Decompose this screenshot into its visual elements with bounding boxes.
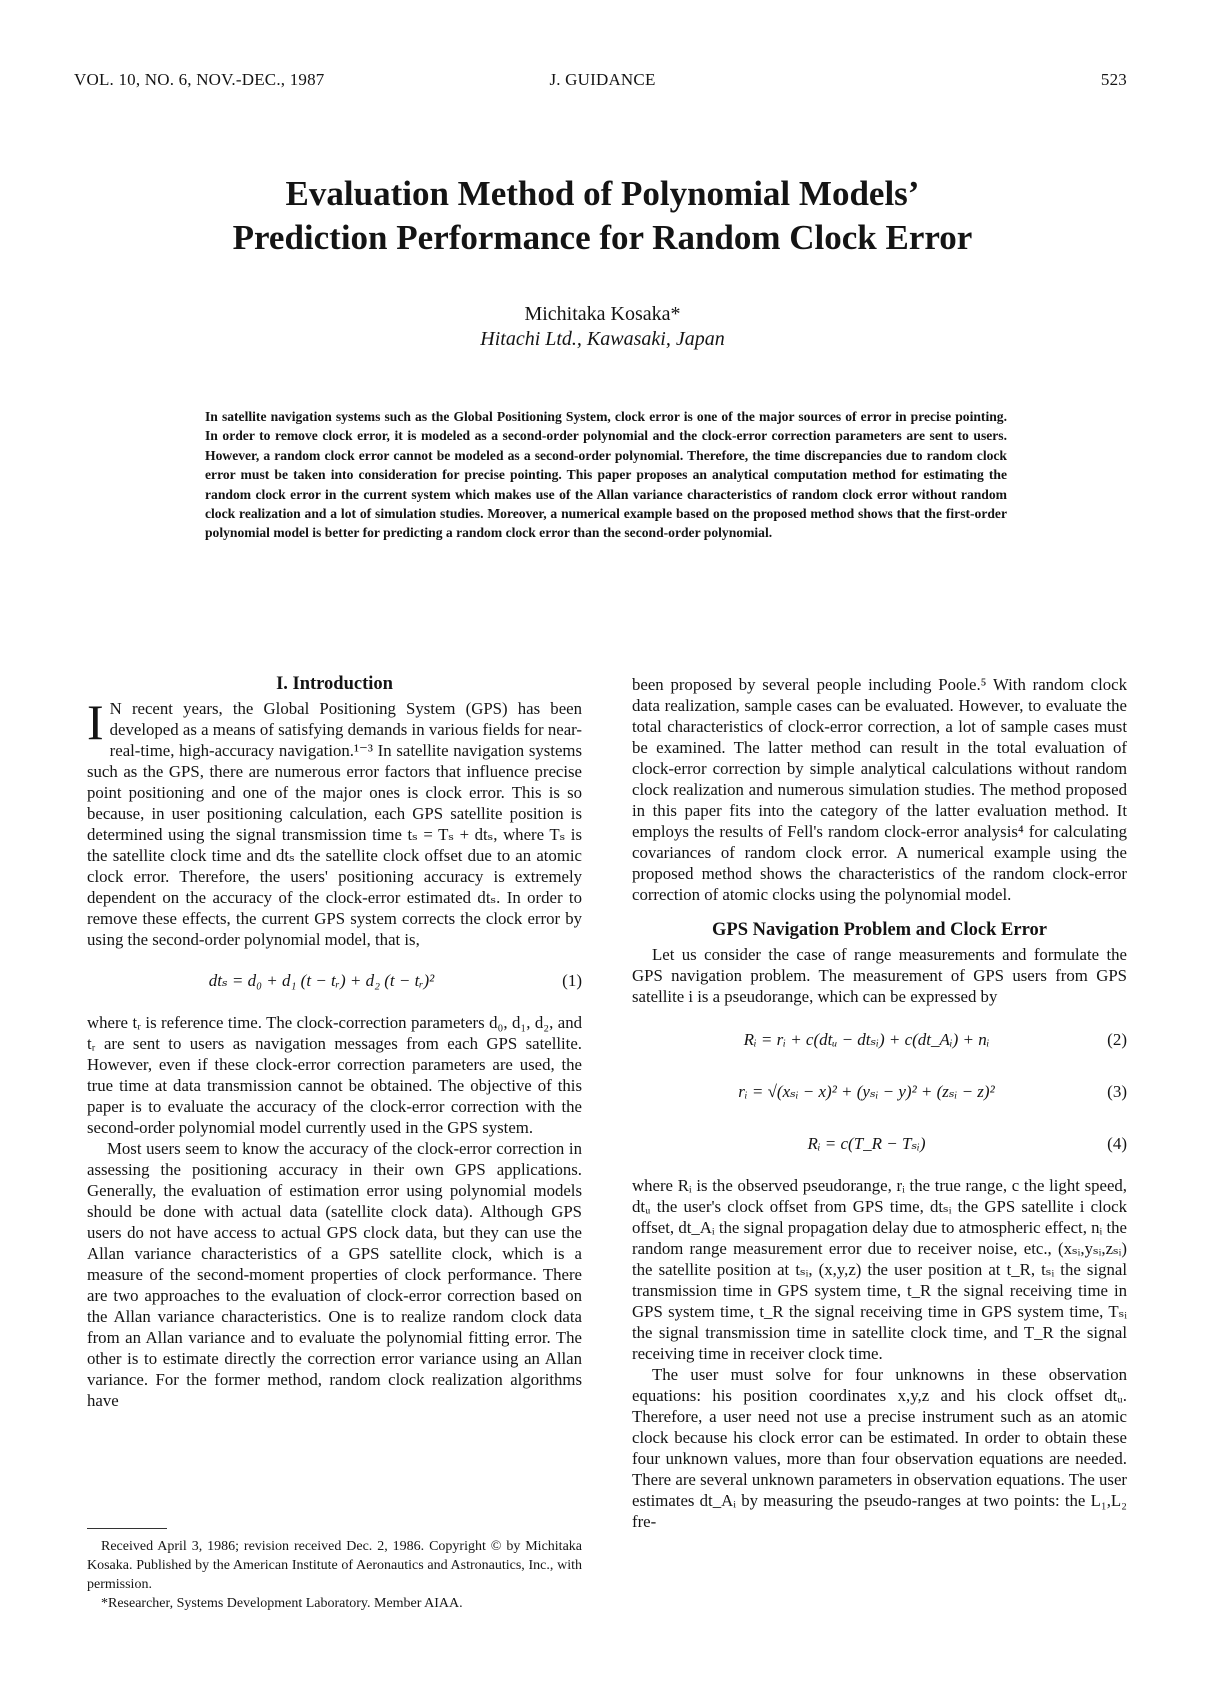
abstract: In satellite navigation systems such as the Global Positioning System, clock error is one of the major sources of error in precise pointing. In order to remove clock error, it is modeled as a second-order polynomial and the clock-error correction parameters are sent to users. However, a random clock error cannot be modeled as a second-order polynomial. Therefore, the time discrepancies due to random clock error must be taken into consideration for precise pointing. This paper proposes an analytical computation method for estimating the random clock error in the current system which makes use of the Allan variance characteristics of random clock error without random clock realization and a lot of simulation studies. Moreover, a numerical example based on the proposed method shows that the first-order polynomial model is better for predicting a random clock error than the second-order polynomial. bbox=[205, 409, 1007, 541]
equation-1-body: dtₛ = d₀ + d₁ (t − tᵣ) + d₂ (t − tᵣ)² bbox=[208, 970, 435, 990]
footnotes bbox=[87, 1537, 582, 1613]
page-number: 523 bbox=[1100, 70, 1127, 89]
equation-1-number: (1) bbox=[562, 970, 582, 990]
equation-3 bbox=[632, 1069, 1127, 1113]
paper-title bbox=[0, 172, 1205, 260]
equation-3-body: rᵢ = √(xₛᵢ − x)² + (yₛᵢ − y)² + (zₛᵢ − z)² bbox=[738, 1081, 995, 1101]
running-head-volume: VOL. 10, NO. 6, NOV.-DEC., 1987 bbox=[74, 70, 325, 89]
equation-2-body: Rᵢ = rᵢ + c(dtᵤ − dtₛᵢ) + c(dt_Aᵢ) + nᵢ bbox=[743, 1029, 990, 1049]
equation-4 bbox=[632, 1121, 1127, 1165]
gps-paragraph-3: The user must solve for four unknowns in these observation equations: his position coordinates x,y,z and his clock offset dtᵤ. Therefore, a user need not use a precise instrument such as an atomic clock because his clock error can be estimated. In order to obtain these four unknown values, more than four observation equations are needed. There are several unknown parameters in observation equations. The user estimates dt_Aᵢ by measuring the pseudo-ranges at two points: the L₁,L₂ fre- bbox=[632, 1365, 1127, 1531]
equation-2-number: (2) bbox=[1107, 1029, 1127, 1049]
author-block bbox=[0, 302, 1205, 352]
gps-paragraph-2: where Rᵢ is the observed pseudorange, rᵢ the true range, c the light speed, dtᵤ the user's clock offset from GPS time, dtₛᵢ the GPS satellite i clock offset, dt_Aᵢ the signal propagation delay due to atmospheric effect, nᵢ the random range measurement error due to receiver noise, etc., (xₛᵢ,yₛᵢ,zₛᵢ) the satellite position at tₛᵢ, (x,y,z) the user position at t_R, tₛᵢ the signal transmission time in GPS system time, t_R the signal receiving time in GPS system time, t_R the signal receiving time in GPS system time, Tₛᵢ the signal transmission time in satellite clock time, and T_R the signal receiving time in receiver clock time. bbox=[632, 1176, 1127, 1363]
right-column bbox=[632, 674, 1127, 1532]
equation-1 bbox=[87, 958, 582, 1002]
left-column bbox=[87, 672, 582, 1411]
footnote-received: Received April 3, 1986; revision received Dec. 2, 1986. Copyright © by Michitaka Kosaka. Published by the American Institute of Aeronautics and Astronautics, Inc., with permission. bbox=[87, 1539, 582, 1592]
equation-2 bbox=[632, 1017, 1127, 1061]
author-name: Michitaka Kosaka* bbox=[524, 303, 681, 325]
equation-3-number: (3) bbox=[1107, 1081, 1127, 1101]
title-line-1: Evaluation Method of Polynomial Models’ bbox=[285, 174, 920, 213]
section-heading-introduction: I. Introduction bbox=[276, 674, 393, 694]
title-line-2: Prediction Performance for Random Clock Error bbox=[232, 218, 973, 257]
section-heading-gps: GPS Navigation Problem and Clock Error bbox=[712, 920, 1047, 940]
drop-cap: I bbox=[87, 694, 104, 750]
intro-paragraph-4: been proposed by several people including Poole.⁵ With random clock data realization, sample cases can be evaluated. However, to evaluate the total characteristics of clock-error correction, a lot of sample cases must be examined. The latter method can result in the total evaluation of clock-error correction by simple analytical calculations without random clock realization and numerous simulation studies. The method proposed in this paper fits into the category of the latter evaluation method. It employs the results of Fell's random clock-error analysis⁴ for calculating covariances of random clock error. A numerical example using the proposed method shows the characteristics of the random clock-error correction of atomic clocks using the polynomial model. bbox=[632, 675, 1127, 904]
intro-paragraph-1 bbox=[87, 694, 582, 950]
equation-4-number: (4) bbox=[1107, 1133, 1127, 1153]
intro-paragraph-3: Most users seem to know the accuracy of the clock-error correction in assessing the positioning accuracy in their own GPS applications. Generally, the evaluation of estimation error using polynomial models should be done with actual data (satellite clock data). Although GPS users do not have access to actual GPS clock data, but they can use the Allan variance characteristics of a GPS satellite clock, which is a measure of the second-moment properties of clock performance. There are two approaches to the evaluation of clock-error correction based on the Allan variance characteristics. One is to realize random clock data from an Allan variance and to evaluate the polynomial fitting error. The other is to estimate directly the correction error variance using an Allan variance. For the former method, random clock realization algorithms have bbox=[87, 1139, 582, 1410]
intro-paragraph-2: where tᵣ is reference time. The clock-correction parameters d₀, d₁, d₂, and tᵣ are sent to users as navigation messages from each GPS satellite. However, even if these clock-error correction parameters are used, the true time at data transmission cannot be obtained. The objective of this paper is to evaluate the accuracy of the clock-error correction with the second-order polynomial model currently used in the GPS system. bbox=[87, 1013, 582, 1137]
author-affiliation: Hitachi Ltd., Kawasaki, Japan bbox=[480, 328, 725, 350]
footnote-rule bbox=[87, 1528, 167, 1529]
gps-paragraph-1: Let us consider the case of range measurements and formulate the GPS navigation problem. The measurement of GPS users from GPS satellite i is a pseudorange, which can be expressed by bbox=[632, 945, 1127, 1006]
equation-4-body: Rᵢ = c(T_R − Tₛᵢ) bbox=[807, 1133, 926, 1153]
running-head-journal: J. GUIDANCE bbox=[549, 70, 656, 89]
footnote-author: *Researcher, Systems Development Laboratory. Member AIAA. bbox=[101, 1596, 463, 1611]
intro-paragraph-1-text: N recent years, the Global Positioning System (GPS) has been developed as a means of satisfying demands in various fields for near-real-time, high-accuracy navigation.¹⁻³ In satellite navigation systems such as the GPS, there are numerous error factors that influence precise point positioning and one of the major ones is clock error. This is so because, in user positioning calculation, each GPS satellite position is determined using the signal transmission time tₛ = Tₛ + dtₛ, where Tₛ is the satellite clock time and dtₛ the satellite clock offset due to an atomic clock error. Therefore, the users' positioning accuracy is extremely dependent on the accuracy of the clock-error estimated dtₛ. In order to remove these effects, the current GPS system corrects the clock error by using the second-order polynomial model, that is, bbox=[87, 699, 582, 949]
